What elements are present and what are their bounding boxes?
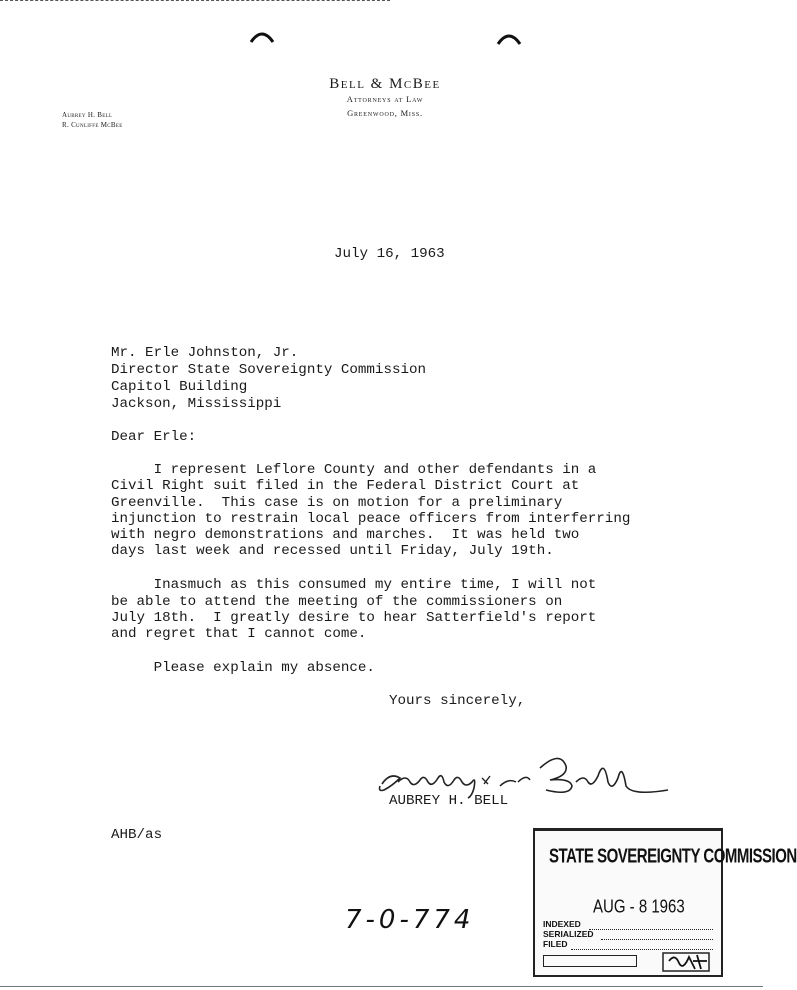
stamp-dotted-line <box>601 939 713 940</box>
body-line: injunction to restrain local peace officers from interferring <box>111 511 631 527</box>
body-line: days last week and recessed until Friday, July 19th. <box>111 543 554 559</box>
scan-edge-top <box>0 0 390 1</box>
letterhead-city: Greenwood, Miss. <box>347 108 423 118</box>
stamp-label-serialized: SERIALIZED <box>543 929 594 939</box>
letterhead-practice: Attorneys at Law <box>346 94 424 104</box>
stamp-label-filed: FILED <box>543 939 568 949</box>
signature-typed-name: AUBREY H. BELL <box>389 793 509 809</box>
received-stamp <box>523 818 797 974</box>
stamp-date: AUG - 8 1963 <box>593 897 685 918</box>
stamp-label-indexed: INDEXED <box>543 919 581 929</box>
scan-edge-bottom <box>0 986 763 987</box>
letterhead-partner-1: Aubrey H. Bell <box>62 111 113 119</box>
recipient-line: Mr. Erle Johnston, Jr. <box>111 345 299 361</box>
file-number: 7-0-774 <box>345 905 475 935</box>
recipient-line: Capitol Building <box>111 379 248 395</box>
body-line: with negro demonstrations and marches. It was held two <box>111 527 580 543</box>
stamp-dotted-line <box>589 929 713 930</box>
salutation: Dear Erle: <box>111 429 197 445</box>
letterhead-partner-2: R. Cunliffe McBee <box>62 121 123 129</box>
typist-initials: AHB/as <box>111 827 163 843</box>
stamp-frame <box>533 828 797 977</box>
body-line: be able to attend the meeting of the commissioners on <box>111 594 563 610</box>
stamp-title: STATE SOVEREIGNTY COMMISSION <box>549 845 797 868</box>
recipient-line: Director State Sovereignty Commission <box>111 362 427 378</box>
stamp-handwritten-mark <box>661 949 713 973</box>
body-line: and regret that I cannot come. <box>111 626 367 642</box>
letterhead-firm-name: Bell & McBee <box>329 76 441 92</box>
body-line: July 18th. I greatly desire to hear Satterfield's report <box>111 610 597 626</box>
body-line: I represent Leflore County and other defendants in a <box>111 462 597 478</box>
recipient-line: Jackson, Mississippi <box>111 396 282 412</box>
punch-mark-left <box>248 28 276 46</box>
body-line: Inasmuch as this consumed my entire time, I will not <box>111 577 597 593</box>
punch-mark-right <box>495 30 523 48</box>
closing: Yours sincerely, <box>389 693 526 709</box>
body-line: Civil Right suit filed in the Federal District Court at <box>111 478 580 494</box>
body-line: Greenville. This case is on motion for a preliminary <box>111 495 563 511</box>
stamp-inner-box <box>543 955 637 967</box>
body-paragraph-3: Please explain my absence. <box>111 660 375 676</box>
letter-date: July 16, 1963 <box>334 246 445 262</box>
